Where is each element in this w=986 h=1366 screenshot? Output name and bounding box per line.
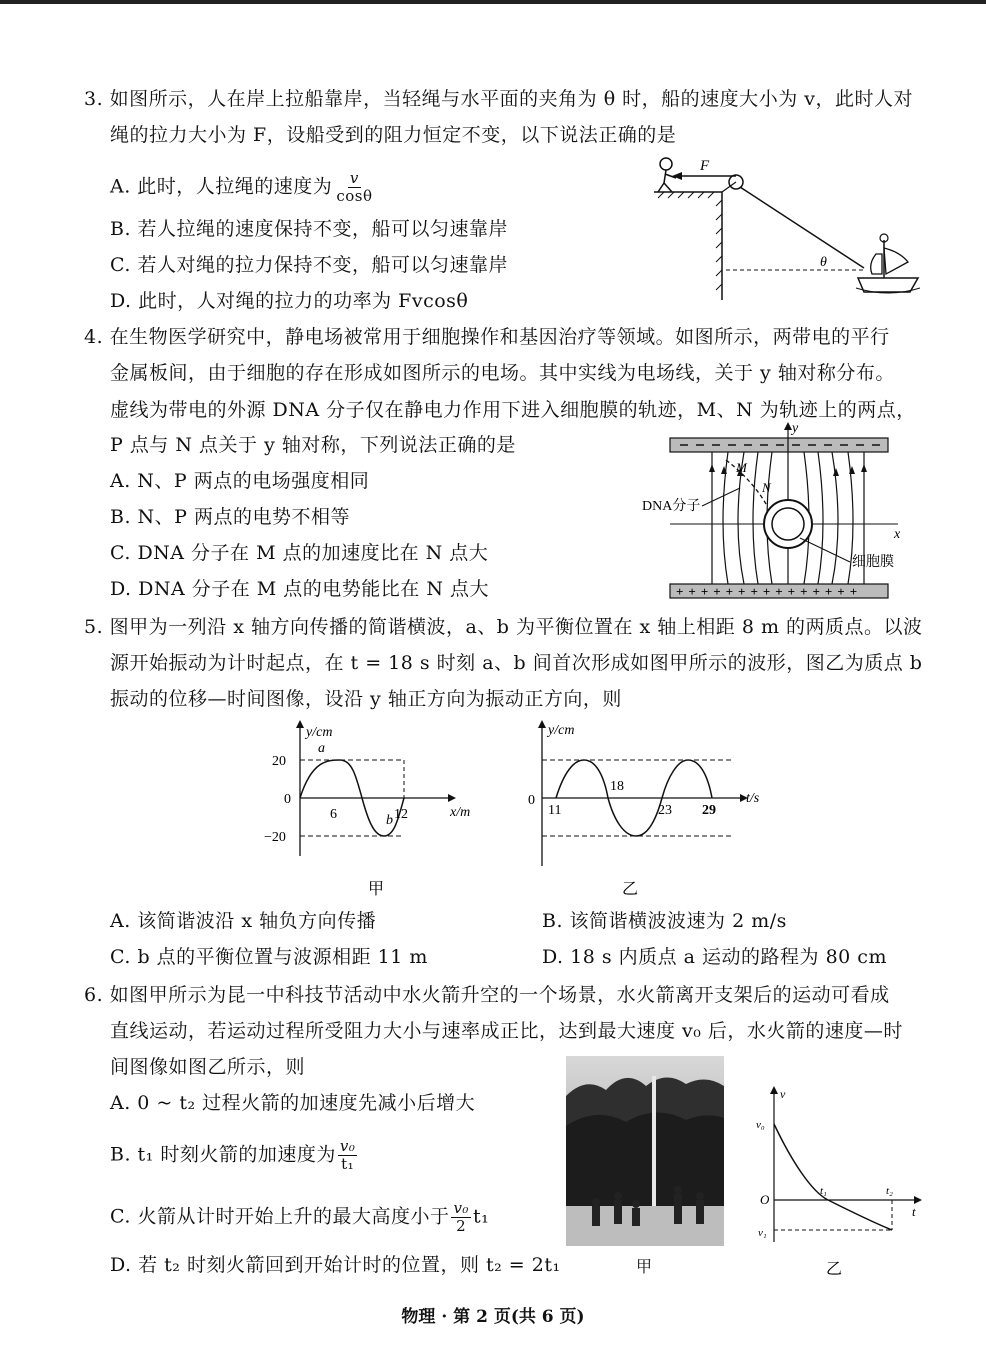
dna-molecule-label: DNA分子 bbox=[642, 499, 701, 514]
graph-origin: O bbox=[760, 1192, 770, 1207]
q5-stem-line2: 源开始振动为计时起点，在 t = 18 s 时刻 a、b 间首次形成如图甲所示的波形，图乙为质点 b bbox=[110, 652, 923, 674]
water-rocket-photo bbox=[566, 1056, 724, 1246]
fraction-numerator: v bbox=[349, 169, 359, 187]
q4-electric-field-figure bbox=[640, 420, 930, 610]
graph-t2-label: t₂ bbox=[886, 1185, 893, 1197]
graph-v-label: v bbox=[780, 1087, 786, 1101]
jia-x-label: x/m bbox=[450, 805, 471, 820]
jia-point-b: b bbox=[386, 813, 393, 828]
q3-option-c: C. 若人对绳的拉力保持不变，船可以匀速靠岸 bbox=[110, 254, 508, 276]
q4-stem-line1: 4. 在生物医学研究中，静电场被常用于细胞操作和基因治疗等领域。如图所示，两带电的平行 bbox=[84, 326, 890, 348]
y-axis-label: y bbox=[792, 421, 799, 436]
q3-boat-figure bbox=[650, 150, 930, 310]
graph-v0-label: v₀ bbox=[756, 1119, 765, 1131]
fraction-denominator: cosθ bbox=[336, 187, 373, 205]
q5-wave-graph-jia bbox=[260, 716, 490, 906]
q5-stem-line3: 振动的位移—时间图像，设沿 y 轴正方向为振动正方向，则 bbox=[110, 688, 622, 710]
fraction-denominator: 2 bbox=[456, 1217, 467, 1235]
yi-tick-0: 0 bbox=[528, 793, 535, 808]
page-footer: 物理 · 第 2 页(共 6 页) bbox=[401, 1307, 585, 1327]
q6-option-a: A. 0 ~ t₂ 过程火箭的加速度先减小后增大 bbox=[110, 1092, 476, 1114]
q4-option-b: B. N、P 两点的电势不相等 bbox=[110, 506, 350, 528]
q5-stem-line1: 5. 图甲为一列沿 x 轴方向传播的简谐横波，a、b 为平衡位置在 x 轴上相距 8 m 的两质点。以波 bbox=[84, 616, 923, 638]
graph-t-label: t bbox=[912, 1204, 916, 1219]
q6-option-b-text: B. t₁ 时刻火箭的加速度为 bbox=[110, 1143, 336, 1166]
jia-tick-neg20: −20 bbox=[264, 830, 286, 845]
q3-stem-line1: 3. 如图所示，人在岸上拉船靠岸，当轻绳与水平面的夹角为 θ 时，船的速度大小为 v，此时人对 bbox=[84, 88, 913, 110]
graph-t1-label: t₁ bbox=[820, 1185, 827, 1197]
yi-tick-18: 18 bbox=[610, 779, 624, 794]
jia-caption: 甲 bbox=[368, 881, 385, 898]
jia-point-a: a bbox=[318, 741, 325, 756]
q6-option-b-fraction bbox=[338, 1138, 358, 1173]
yi-caption: 乙 bbox=[622, 881, 639, 898]
q5-option-c: C. b 点的平衡位置与波源相距 11 m bbox=[110, 946, 428, 968]
yi-tick-29: 29 bbox=[702, 803, 716, 818]
fraction-denominator: t₁ bbox=[341, 1155, 355, 1173]
q6-stem-line2: 直线运动，若运动过程所受阻力大小与速率成正比，达到最大速度 v₀ 后，水火箭的速度—时 bbox=[110, 1020, 903, 1042]
q6-stem-line3: 间图像如图乙所示，则 bbox=[110, 1056, 306, 1078]
q4-stem-line4: P 点与 N 点关于 y 轴对称，下列说法正确的是 bbox=[110, 434, 516, 456]
q6-option-b bbox=[110, 1138, 359, 1173]
x-axis-label: x bbox=[894, 527, 901, 542]
force-label-F: F bbox=[700, 158, 710, 174]
top-border bbox=[0, 0, 986, 4]
q4-stem-line2: 金属板间，由于细胞的存在形成如图所示的电场。其中实线为电场线，关于 y 轴对称分布。 bbox=[110, 362, 895, 384]
q6-option-c-text: C. 火箭从计时开始上升的最大高度小于 bbox=[110, 1205, 450, 1228]
q5-option-b: B. 该简谐横波波速为 2 m/s bbox=[542, 910, 787, 932]
q5-option-d: D. 18 s 内质点 a 运动的路程为 80 cm bbox=[542, 946, 887, 968]
q3-option-a-text: A. 此时，人拉绳的速度为 bbox=[110, 175, 333, 198]
yi-x-label: t/s bbox=[746, 791, 760, 806]
q6-option-d: D. 若 t₂ 时刻火箭回到开始计时的位置，则 t₂ = 2t₁ bbox=[110, 1254, 561, 1276]
q5-vibration-graph-yi bbox=[520, 716, 780, 906]
jia-tick-0: 0 bbox=[284, 792, 291, 807]
graph-caption: 乙 bbox=[826, 1261, 843, 1278]
fraction-numerator: v₀ bbox=[453, 1199, 469, 1217]
q6-option-c-suffix: t₁ bbox=[472, 1205, 490, 1228]
graph-v1-label: v₁ bbox=[758, 1227, 767, 1239]
q4-stem-line3: 虚线为带电的外源 DNA 分子仅在静电力作用下进入细胞膜的轨迹，M、N 为轨迹上的两点， bbox=[110, 399, 916, 421]
jia-tick-6: 6 bbox=[330, 807, 337, 822]
q6-option-c-fraction bbox=[451, 1200, 471, 1235]
angle-label-theta: θ bbox=[820, 255, 827, 270]
q5-option-a: A. 该简谐波沿 x 轴负方向传播 bbox=[110, 910, 377, 932]
svg-text:+++++++++++++++: +++++++++++++++ bbox=[676, 584, 863, 599]
photo-caption: 甲 bbox=[636, 1257, 653, 1276]
jia-y-label: y/cm bbox=[306, 725, 333, 740]
q4-option-d: D. DNA 分子在 M 点的电势能比在 N 点大 bbox=[110, 578, 489, 600]
cell-membrane-label: 细胞膜 bbox=[852, 555, 894, 570]
q3-option-b: B. 若人拉绳的速度保持不变，船可以匀速靠岸 bbox=[110, 218, 509, 240]
point-M-label: M bbox=[736, 460, 747, 475]
q4-option-a: A. N、P 两点的电场强度相同 bbox=[110, 470, 370, 492]
q6-option-c bbox=[110, 1200, 489, 1235]
q3-option-a-fraction bbox=[334, 170, 374, 205]
q4-option-c: C. DNA 分子在 M 点的加速度比在 N 点大 bbox=[110, 542, 489, 564]
q3-stem-line2: 绳的拉力大小为 F，设船受到的阻力恒定不变，以下说法正确的是 bbox=[110, 124, 677, 146]
yi-tick-11: 11 bbox=[548, 803, 562, 818]
jia-tick-20: 20 bbox=[272, 754, 286, 769]
yi-y-label: y/cm bbox=[548, 723, 575, 738]
yi-tick-23: 23 bbox=[658, 803, 672, 818]
q3-option-d: D. 此时，人对绳的拉力的功率为 Fvcosθ bbox=[110, 290, 469, 312]
jia-tick-12: 12 bbox=[394, 807, 408, 822]
q3-option-a bbox=[110, 170, 376, 205]
q6-velocity-time-graph bbox=[752, 1082, 932, 1282]
point-N-label: N bbox=[762, 480, 771, 495]
fraction-numerator: v₀ bbox=[339, 1137, 356, 1155]
q6-stem-line1: 6. 如图甲所示为昆一中科技节活动中水火箭升空的一个场景，水火箭离开支架后的运动可看成 bbox=[84, 984, 890, 1006]
